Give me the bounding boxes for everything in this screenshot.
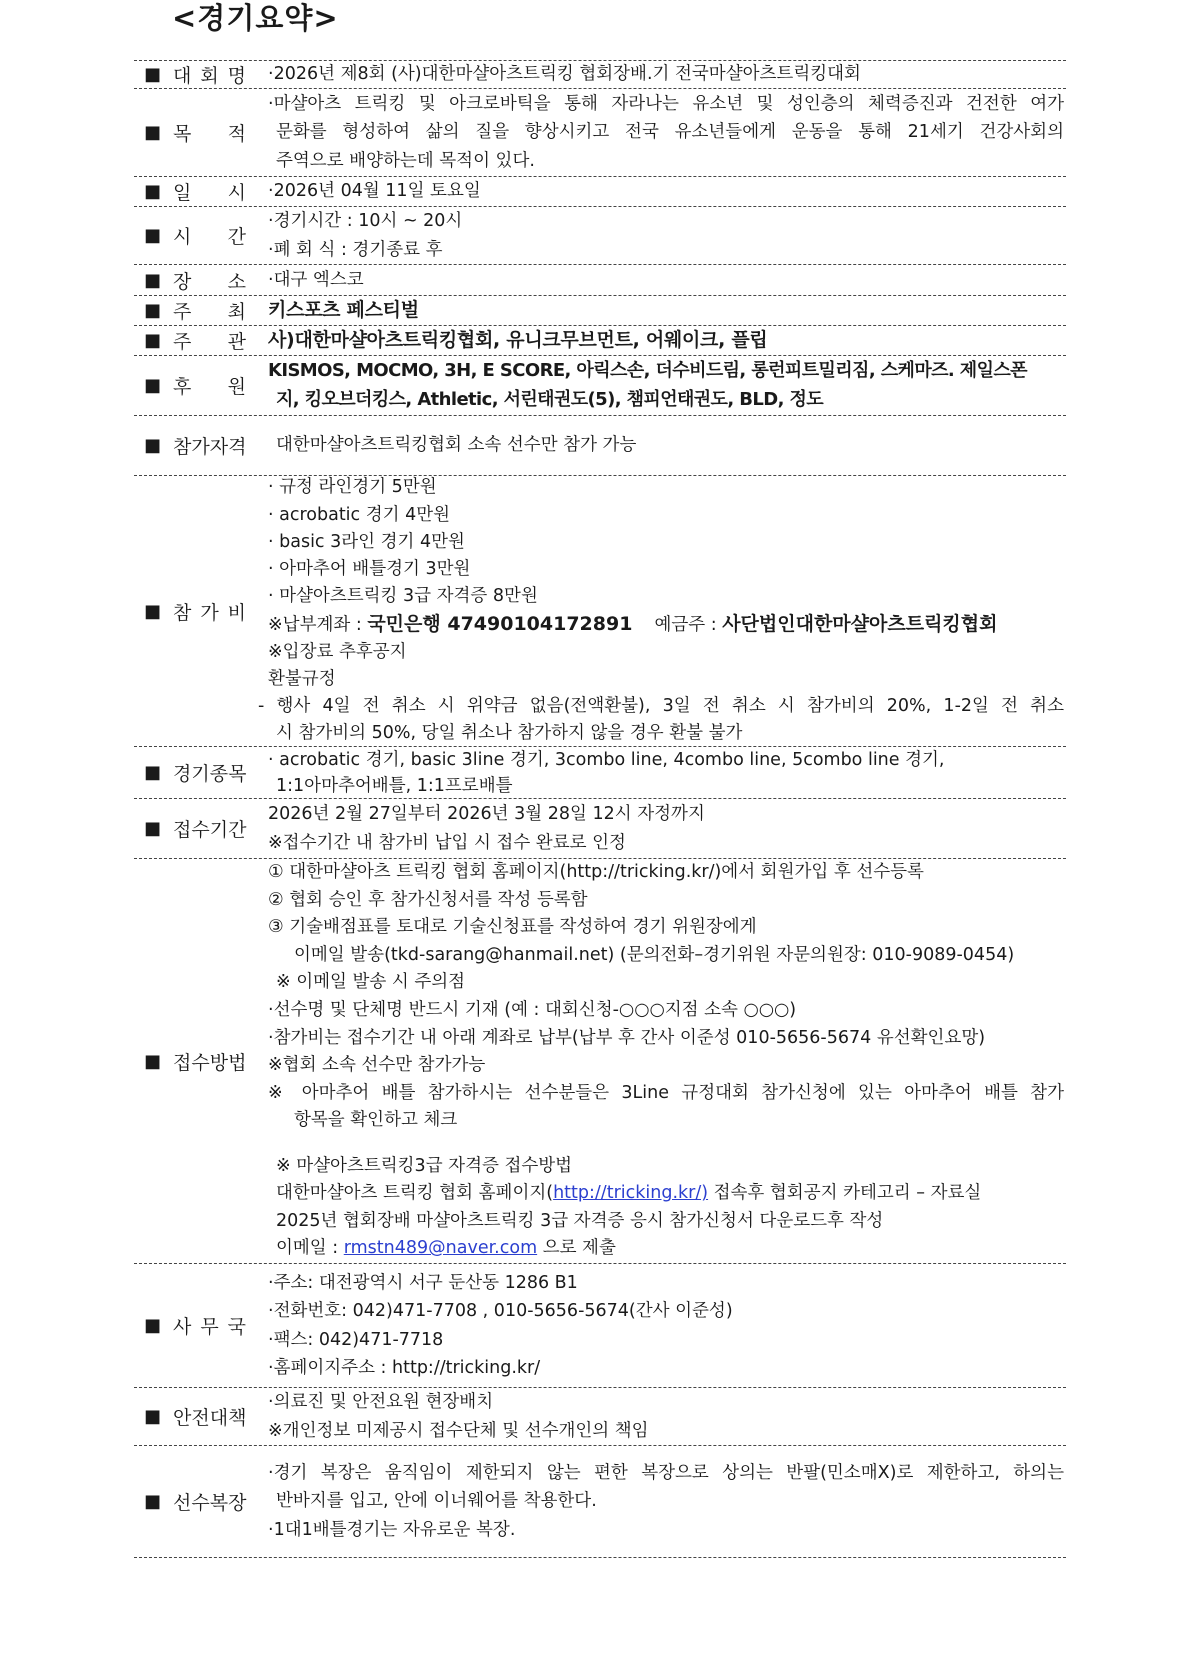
content-line: ·경기시간 : 10시 ~ 20시: [268, 211, 463, 231]
label-text: 안전대책: [173, 1407, 247, 1429]
square-bullet-icon: ■: [144, 1315, 162, 1336]
label-text: 참가자격: [173, 436, 247, 458]
content-line: 주역으로 배양하는데 목적이 있다.: [276, 150, 535, 171]
content-line: ·2026년 04월 11일 토요일: [268, 181, 481, 202]
row-content: [268, 799, 1064, 858]
content-line: ※협회 소속 선수만 참가가능: [268, 1055, 486, 1076]
row-label: [144, 61, 252, 88]
row-method: [134, 858, 1066, 1263]
content-line: ※ 아마추어 배틀 참가하시는 선수분들은 3Line 규정대회 참가신청에 있는 아마추어 배틀 참가: [268, 1082, 1064, 1103]
label-text: 경기종목: [173, 763, 247, 785]
label-text: 참 가 비: [173, 601, 246, 624]
download-line: 2025년 협회장배 마샬아츠트릭킹 3급 자격증 응시 참가신청서 다운로드후 작성: [276, 1210, 884, 1231]
email-suffix: 으로 제출: [537, 1238, 616, 1259]
row-events: [134, 746, 1066, 798]
blank-line: [268, 1135, 1064, 1153]
row-content: [268, 1388, 1064, 1445]
row-period: [134, 798, 1066, 858]
row-content: [268, 61, 1064, 88]
label-text: 목 적: [173, 123, 246, 145]
content-line: ·의료진 및 안전요원 현장배치: [268, 1392, 494, 1412]
square-bullet-icon: ■: [144, 375, 162, 396]
row-content: [268, 1264, 1064, 1387]
square-bullet-icon: ■: [144, 122, 162, 143]
label-text: 대 회 명: [173, 65, 246, 87]
row-safety: [134, 1387, 1066, 1445]
account-holder-prefix: 예금주 :: [654, 614, 723, 635]
square-bullet-icon: ■: [144, 64, 162, 85]
content-line: 대한마샬아츠트릭킹협회 소속 선수만 참가 가능: [276, 435, 637, 456]
square-bullet-icon: ■: [144, 435, 162, 456]
fee-item: · 마샬아츠트릭킹 3급 자격증 8만원: [268, 586, 538, 607]
content-line: ② 협회 승인 후 참가신청서를 작성 등록함: [268, 889, 588, 910]
content-line: 1:1아마추어배틀, 1:1프로배틀: [276, 775, 513, 796]
content-line: 지, 킹오브더킹스, Athletic, 서린태권도(5), 챔피언태권도, BLD, 정도: [276, 388, 824, 410]
fee-item: · 아마추어 배틀경기 3만원: [268, 559, 471, 580]
content-line: ·홈페이지주소 : http://tricking.kr/: [268, 1358, 541, 1378]
square-bullet-icon: ■: [144, 181, 162, 202]
summary-table: [134, 60, 1066, 1558]
row-label: [144, 1446, 252, 1557]
row-venue: [134, 264, 1066, 295]
page-title: <경기요약>: [172, 1, 339, 35]
square-bullet-icon: ■: [144, 762, 162, 783]
square-bullet-icon: ■: [144, 600, 162, 622]
label-text: 접수방법: [173, 1051, 247, 1074]
label-text: 사 무 국: [173, 1316, 246, 1338]
label-text: 접수기간: [173, 819, 247, 841]
row-competition-name: [134, 60, 1066, 88]
content-line: ·팩스: 042)471-7718: [268, 1329, 444, 1350]
refund-line: 시 참가비의 50%, 당일 취소나 참가하지 않을 경우 환불 불가: [276, 723, 743, 744]
square-bullet-icon: ■: [144, 225, 162, 246]
row-label: [144, 296, 252, 325]
row-organizer: [134, 325, 1066, 355]
content-line: 키스포츠 페스티벌: [268, 299, 419, 322]
account-prefix: ※납부계좌 :: [268, 614, 368, 635]
content-line: ·경기 복장은 움직임이 제한되지 않는 편한 복장으로 상의는 반팔(민소매X)로 제한하고, 하의는: [268, 1462, 1064, 1483]
row-label: [144, 356, 252, 415]
label-text: 일 시: [173, 182, 246, 204]
row-label: [144, 265, 252, 295]
label-text: 선수복장: [173, 1492, 247, 1514]
label-text: 장 소: [173, 270, 246, 293]
row-content: [268, 89, 1064, 176]
row-label: [144, 747, 252, 798]
content-line: 이메일 발송(tkd-sarang@hanmail.net) (문의전화–경기위원 자문의원장: 010-9089-0454): [294, 944, 1015, 965]
row-host: [134, 295, 1066, 325]
content-line: 사)대한마샬아츠트릭킹협회, 유니크무브먼트, 어웨이크, 플립: [268, 329, 768, 352]
row-content: [268, 265, 1064, 295]
row-label: [144, 1388, 252, 1445]
square-bullet-icon: ■: [144, 818, 162, 839]
row-label: [144, 799, 252, 858]
row-eligibility: [134, 415, 1066, 475]
content-line: ③ 기술배점표를 토대로 기술신청표를 작성하여 경기 위원장에게: [268, 917, 757, 938]
row-label: [144, 207, 252, 264]
email-line: [268, 1235, 1064, 1263]
square-bullet-icon: ■: [144, 330, 162, 351]
homepage-line: [268, 1180, 1064, 1208]
row-content: [268, 747, 1064, 798]
email-link[interactable]: rmstn489@naver.com: [343, 1238, 538, 1259]
content-line: ·대구 엑스코: [268, 269, 364, 290]
homepage-link[interactable]: http://tricking.kr/): [553, 1183, 709, 1204]
row-label: [144, 1264, 252, 1387]
label-text: 시 간: [173, 226, 246, 248]
row-content: [268, 326, 1064, 355]
row-content: [268, 296, 1064, 325]
square-bullet-icon: ■: [144, 269, 162, 291]
content-line: 문화를 형성하여 삶의 질을 향상시키고 전국 유소년들에게 운동을 통해 21세기 건강사회의: [276, 122, 1064, 143]
row-content: [258, 476, 1064, 746]
row-purpose: [134, 88, 1066, 176]
row-label: [144, 177, 252, 206]
refund-line: - 행사 4일 전 취소 시 위약금 없음(전액환불), 3일 전 취소 시 참가비의 20%, 1-2일 전 취소: [258, 696, 1064, 717]
row-label: [144, 859, 252, 1263]
content-line: ·주소: 대전광역시 서구 둔산동 1286 B1: [268, 1272, 578, 1293]
email-prefix: 이메일 :: [276, 1238, 344, 1259]
account-line: [268, 611, 1064, 639]
content-line: ·2026년 제8회 (사)대한마샬아츠트릭킹 협회장배.기 전국마샬아츠트릭킹대회: [268, 64, 861, 85]
homepage-suffix: 접속후 협회공지 카테고리 – 자료실: [708, 1183, 982, 1204]
content-line: ※개인정보 미제공시 접수단체 및 선수개인의 책임: [268, 1420, 649, 1441]
content-line: · acrobatic 경기, basic 3line 경기, 3combo line, 4combo line, 5combo line 경기,: [268, 749, 945, 770]
account-number: 국민은행 47490104172891: [367, 612, 633, 635]
fee-item: · 규정 라인경기 5만원: [268, 477, 437, 498]
content-line: KISMOS, MOCMO, 3H, E SCORE, 아릭스손, 더수비드림, 롱런피트밀리짐, 스케마즈. 제일스폰: [268, 360, 1027, 381]
content-line: ·선수명 및 단체명 반드시 기재 (예 : 대회신청-○○○지점 소속 ○○○): [268, 999, 797, 1020]
content-line: 반바지를 입고, 안에 이너웨어를 착용한다.: [276, 1491, 597, 1512]
row-label: [144, 416, 252, 475]
homepage-prefix: 대한마샬아츠 트릭킹 협회 홈페이지(: [276, 1183, 554, 1204]
content-line: ·1대1배틀경기는 자유로운 복장.: [268, 1519, 516, 1540]
entry-fee-note: ※입장료 추후공지: [268, 641, 407, 662]
row-label: [144, 326, 252, 355]
refund-title: 환불규정: [268, 668, 336, 689]
row-content: [268, 207, 1064, 264]
content-line: ※ 마샬아츠트릭킹3급 자격증 접수방법: [276, 1155, 573, 1176]
row-label: [144, 89, 252, 176]
content-line: 2026년 2월 27일부터 2026년 3월 28일 12시 자정까지: [268, 804, 705, 824]
content-line: ※접수기간 내 참가비 납입 시 접수 완료로 인정: [268, 832, 626, 853]
fee-item: · acrobatic 경기 4만원: [268, 504, 451, 525]
row-fee: [134, 475, 1066, 746]
row-time: [134, 206, 1066, 264]
row-attire: [134, 1445, 1066, 1558]
row-content: [268, 1446, 1064, 1557]
square-bullet-icon: ■: [144, 1406, 162, 1427]
content-line: ※ 이메일 발송 시 주의점: [276, 972, 466, 993]
square-bullet-icon: ■: [144, 300, 162, 321]
row-label: [144, 476, 252, 746]
label-text: 후 원: [173, 376, 246, 398]
content-line: ·전화번호: 042)471-7708 , 010-5656-5674(간사 이준성): [268, 1301, 733, 1321]
row-sponsor: [134, 355, 1066, 415]
content-line: ·참가비는 접수기간 내 아래 계좌로 납부(납부 후 간사 이준성 010-5656-5674 유선확인요망): [268, 1027, 986, 1048]
content-line: ·마샬아츠 트릭킹 및 아크로바틱을 통해 자라나는 유소년 및 성인층의 체력증진과 건전한 여가: [268, 93, 1064, 114]
label-text: 주 최: [173, 301, 246, 323]
row-content: [268, 416, 1064, 475]
row-office: [134, 1263, 1066, 1387]
square-bullet-icon: ■: [144, 1491, 162, 1512]
account-holder: 사단법인대한마샬아츠트릭킹협회: [722, 612, 998, 635]
content-line: ① 대한마샬아츠 트릭킹 협회 홈페이지(http://tricking.kr/)에서 회원가입 후 선수등록: [268, 862, 924, 882]
row-content: [268, 859, 1064, 1263]
label-text: 주 관: [173, 331, 246, 353]
content-line: 항목을 확인하고 체크: [294, 1110, 458, 1131]
fee-item: · basic 3라인 경기 4만원: [268, 531, 465, 552]
content-line: ·폐 회 식 : 경기종료 후: [268, 239, 443, 260]
row-date: [134, 176, 1066, 206]
row-content: [268, 356, 1064, 415]
square-bullet-icon: ■: [144, 1050, 162, 1072]
row-content: [268, 177, 1064, 206]
